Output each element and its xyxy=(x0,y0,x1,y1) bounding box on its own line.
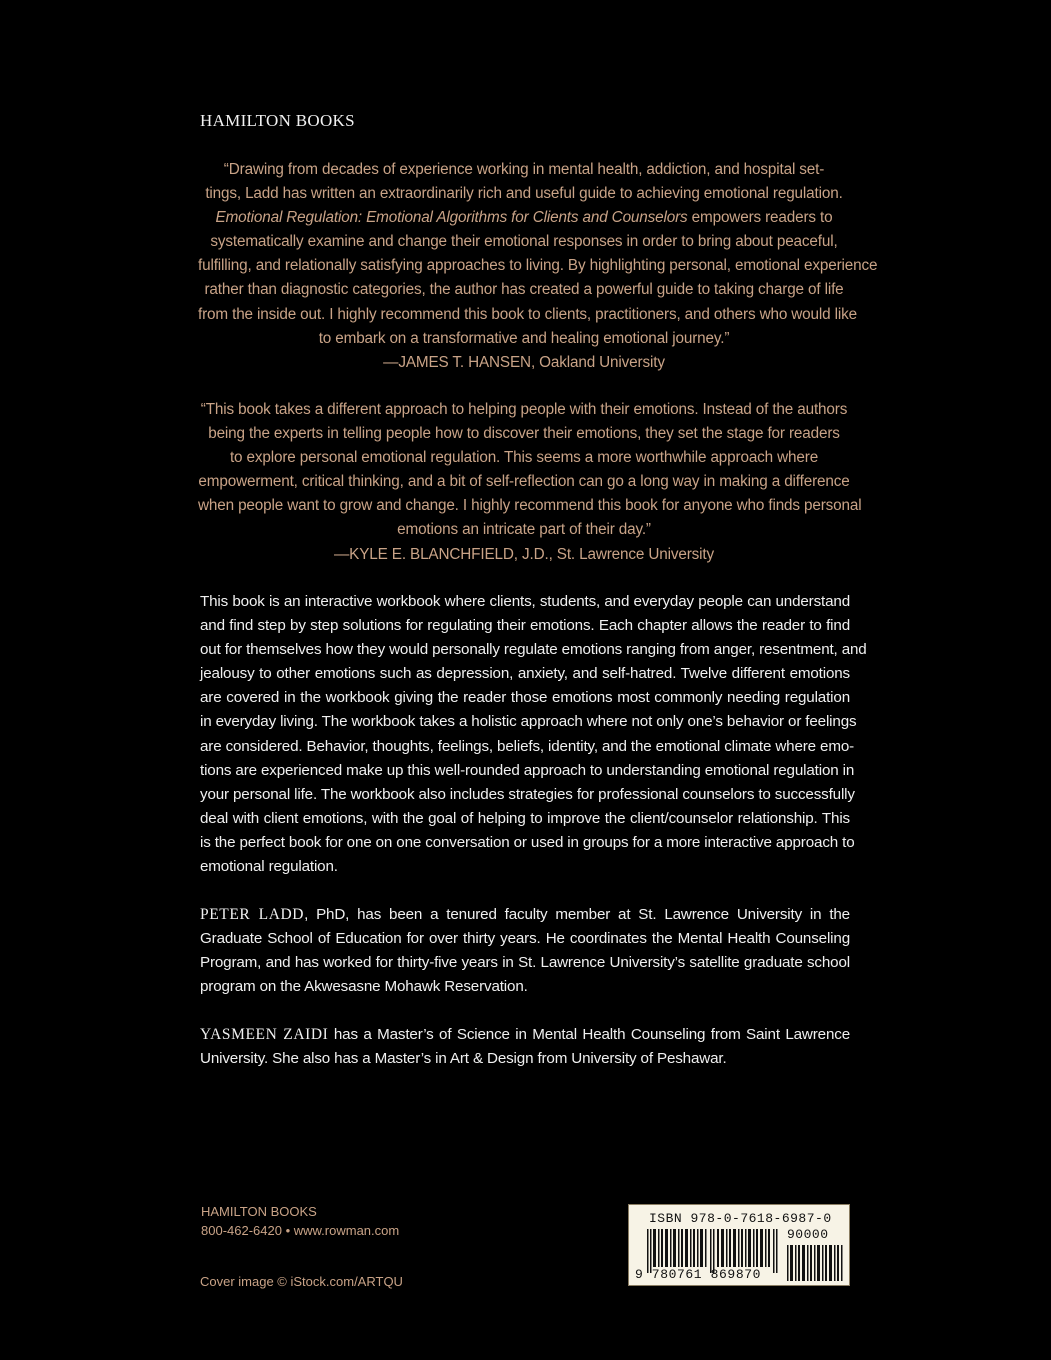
isbn-barcode xyxy=(628,1204,850,1286)
quote-line: rather than diagnostic categories, the author has created a powerful guide to taking charge of life xyxy=(204,281,844,299)
quote-line: being the experts in telling people how to discover their emotions, they set the stage for readers xyxy=(208,425,840,443)
cover-image-credit: Cover image © iStock.com/ARTQU xyxy=(200,1274,403,1289)
publisher-header: HAMILTON BOOKS xyxy=(200,111,355,130)
quote-line: Emotional Regulation: Emotional Algorithms for Clients and Counselors empowers readers to xyxy=(215,209,833,227)
quote-line: “Drawing from decades of experience working in mental health, addiction, and hospital set- xyxy=(223,161,825,178)
isbn-label: ISBN 978-0-7618-6987-0 xyxy=(649,1211,832,1226)
book-description: This book is an interactive workbook where clients, students, and everyday people can understand and find step by step solutions for regulating their emotions. Each chapter allows the reader to find out for themselves how they would personally regulate emotions ranging from anger, resentment, and jealousy to other emotions such as depression, anxiety, and self-hatred. Twelve different emotions are covered in the workbook giving the reader those emotions most commonly needing regulation in everyday living. The workbook takes a holistic approach where not only one’s behavior or feelings are considered. Behavior, thoughts, feelings, beliefs, identity, and the emotional climate where emo- tions are experienced make up this well-rounded approach to understanding emotional regulation in your personal life. The workbook also includes strategies for professional counselors to successfully deal with client emotions, with the goal of helping to improve the client/counselor relationship. This is the perfect book for one on one conversation or used in groups for a more interactive approach to emotional regulation. xyxy=(200,593,867,876)
author-bio-yasmeen-zaidi: YASMEEN ZAIDI has a Master’s of Science in Mental Health Counseling from Saint Lawrence University. She also has a Master’s in Art & Design from University of Peshawar. xyxy=(200,1026,850,1068)
quote-line: empowerment, critical thinking, and a bit of self-reflection can go a long way in making a difference xyxy=(198,473,850,491)
footer-publisher-name: HAMILTON BOOKS xyxy=(201,1204,317,1219)
author-name: PETER LADD xyxy=(200,906,305,923)
quote-line: to explore personal emotional regulation. This seems a more worthwhile approach where xyxy=(229,449,819,467)
endorsement-quote-blanchfield xyxy=(198,398,862,567)
quote-line: tings, Ladd has written an extraordinarily rich and useful guide to achieving emotional regulation. xyxy=(205,185,843,203)
quote-line: emotions an intricate part of their day.” xyxy=(397,521,651,539)
ean-number: 9 780761 869870 xyxy=(635,1267,762,1282)
author-name: YASMEEN ZAIDI xyxy=(200,1026,329,1043)
endorsement-quote-hansen xyxy=(198,158,878,375)
quote-line: to embark on a transformative and healing emotional journey.” xyxy=(318,329,730,347)
author-bio-peter-ladd: PETER LADD, PhD, has been a tenured faculty member at St. Lawrence University in the Graduate School of Education for over thirty years. He coordinates the Mental Health Counseling Program, and has worked for thirty-five years in St. Lawrence University’s satellite graduate school program on the Akwesasne Mohawk Reservation. xyxy=(200,906,850,996)
quote-attribution: —KYLE E. BLANCHFIELD, J.D., St. Lawrence University xyxy=(334,545,714,563)
addon-barcode-bars-icon xyxy=(787,1245,843,1281)
quote-line: systematically examine and change their emotional responses in order to bring about peaceful, xyxy=(210,233,838,251)
footer-publisher-block xyxy=(201,1202,399,1240)
quote-line: “This book takes a different approach to helping people with their emotions. Instead of the authors xyxy=(200,401,848,418)
quote-line: from the inside out. I highly recommend this book to clients, practitioners, and others who would like xyxy=(198,305,857,323)
book-title: Emotional Regulation: Emotional Algorithms for Clients and Counselors xyxy=(215,209,688,227)
footer-contact: 800-462-6420 • www.rowman.com xyxy=(201,1223,400,1238)
quote-attribution: —JAMES T. HANSEN, Oakland University xyxy=(383,353,665,371)
quote-line: when people want to grow and change. I highly recommend this book for anyone who finds personal xyxy=(198,497,862,515)
quote-line: fulfilling, and relationally satisfying approaches to living. By highlighting personal, emotional experience xyxy=(198,257,878,275)
price-code: 90000 xyxy=(787,1227,829,1242)
